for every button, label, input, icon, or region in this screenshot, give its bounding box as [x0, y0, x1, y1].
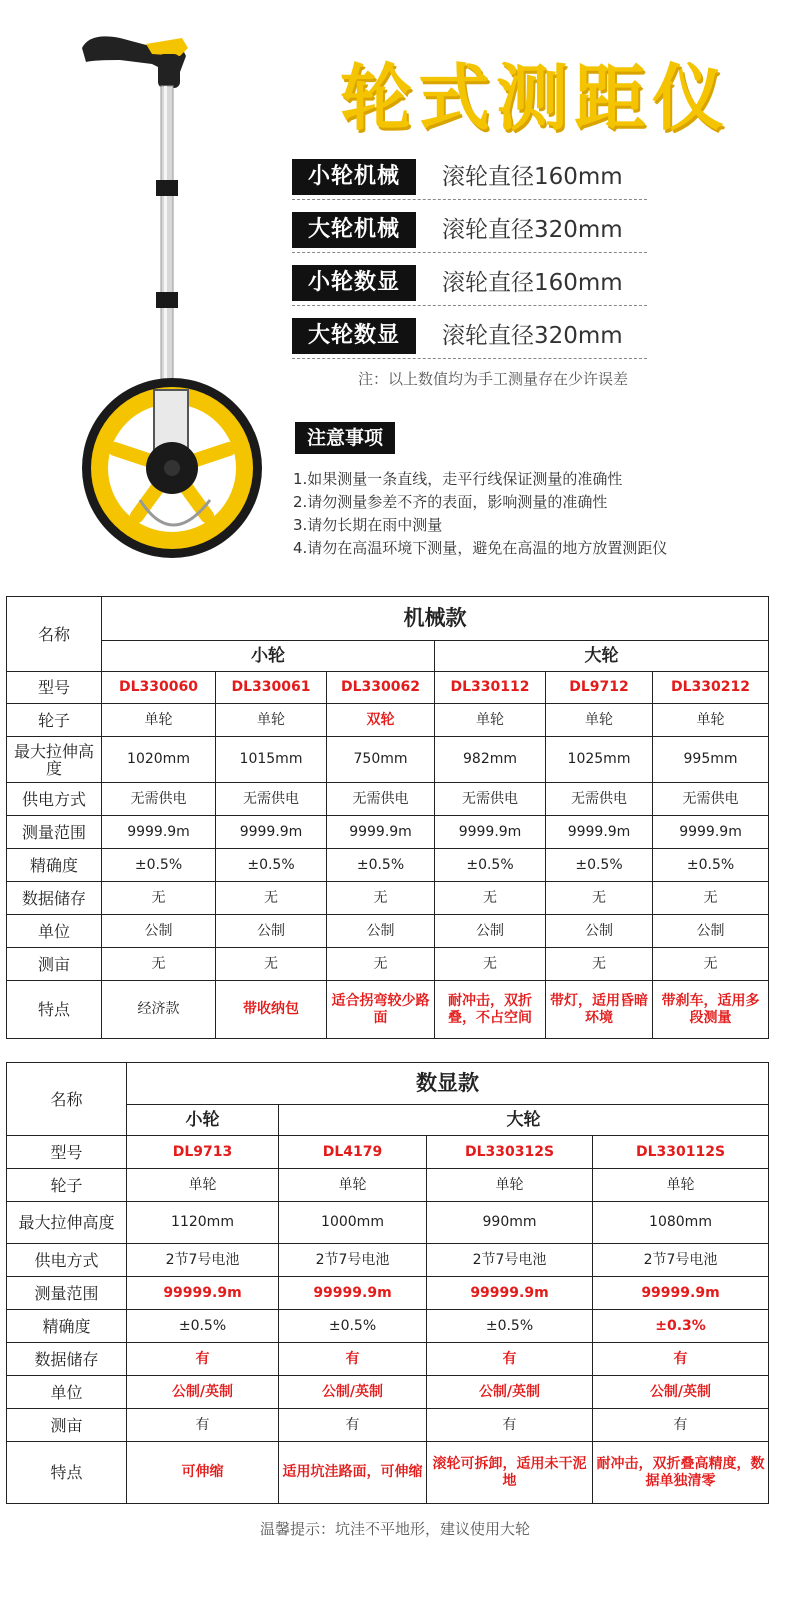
notice-item: 4.请勿在高温环境下测量，避免在高温的地方放置测距仪 — [293, 539, 668, 557]
spec-value: 滚轮直径160mm — [442, 270, 623, 296]
accuracy-cell: ±0.3% — [593, 1310, 769, 1343]
max-height-cell: 1025mm — [546, 737, 653, 783]
models-cell: DL4179 — [279, 1136, 427, 1169]
power-cell: 2节7号电池 — [127, 1244, 279, 1277]
storage-cell: 无 — [216, 882, 327, 915]
spec-row — [292, 209, 647, 253]
table-row — [7, 1169, 769, 1202]
table-row — [7, 1277, 769, 1310]
models-cell: DL330212 — [653, 672, 769, 704]
table-row — [7, 1376, 769, 1409]
table-row — [7, 1310, 769, 1343]
range-cell: 9999.9m — [102, 816, 216, 849]
models-cell: DL330112 — [435, 672, 546, 704]
spec-value: 滚轮直径320mm — [442, 217, 623, 243]
row-label: 测亩 — [7, 1409, 127, 1442]
measuring-wheel-illustration — [60, 20, 270, 580]
accuracy-cell: ±0.5% — [127, 1310, 279, 1343]
wheel-cell: 单轮 — [546, 704, 653, 737]
wheel-cell: 单轮 — [102, 704, 216, 737]
table-row — [7, 816, 769, 849]
table-row — [7, 1409, 769, 1442]
table-row — [7, 1136, 769, 1169]
spec-row — [292, 315, 647, 359]
row-label: 供电方式 — [7, 1244, 127, 1277]
storage-cell: 无 — [546, 882, 653, 915]
spec-tag: 小轮数显 — [292, 265, 416, 301]
spec-row — [292, 156, 647, 200]
notice-item: 2.请勿测量参差不齐的表面，影响测量的准确性 — [293, 493, 608, 511]
row-label: 特点 — [7, 981, 102, 1039]
mechanical-table-body — [7, 672, 769, 1039]
row-label: 单位 — [7, 915, 102, 948]
small-wheel-header: 小轮 — [127, 1105, 279, 1136]
max-height-cell: 1015mm — [216, 737, 327, 783]
wheel-cell: 双轮 — [327, 704, 435, 737]
notice-item: 1.如果测量一条直线，走平行线保证测量的准确性 — [293, 470, 623, 488]
features-cell: 经济款 — [102, 981, 216, 1039]
wheel-cell: 单轮 — [279, 1169, 427, 1202]
power-cell: 无需供电 — [216, 783, 327, 816]
unit-cell: 公制 — [102, 915, 216, 948]
storage-cell: 有 — [593, 1343, 769, 1376]
features-cell: 适合拐弯较少路面 — [327, 981, 435, 1039]
row-label: 测亩 — [7, 948, 102, 981]
storage-cell: 有 — [279, 1343, 427, 1376]
table-row — [7, 882, 769, 915]
models-cell: DL9713 — [127, 1136, 279, 1169]
notice-title: 注意事项 — [295, 422, 395, 454]
table-row — [7, 737, 769, 783]
unit-cell: 公制/英制 — [427, 1376, 593, 1409]
acre-cell: 有 — [427, 1409, 593, 1442]
digital-table-body — [7, 1136, 769, 1504]
range-cell: 9999.9m — [216, 816, 327, 849]
accuracy-cell: ±0.5% — [327, 849, 435, 882]
power-cell: 无需供电 — [327, 783, 435, 816]
row-label: 数据储存 — [7, 882, 102, 915]
features-cell: 带收纳包 — [216, 981, 327, 1039]
spec-value: 滚轮直径320mm — [442, 323, 623, 349]
mechanical-spec-table — [6, 596, 769, 1039]
spec-value: 滚轮直径160mm — [442, 164, 623, 190]
spec-tag: 小轮机械 — [292, 159, 416, 195]
range-cell: 99999.9m — [427, 1277, 593, 1310]
name-label: 名称 — [7, 597, 102, 672]
storage-cell: 有 — [127, 1343, 279, 1376]
table-row — [7, 849, 769, 882]
features-cell: 带刹车，适用多段测量 — [653, 981, 769, 1039]
max-height-cell: 995mm — [653, 737, 769, 783]
table-row — [7, 1343, 769, 1376]
models-cell: DL330312S — [427, 1136, 593, 1169]
range-cell: 9999.9m — [327, 816, 435, 849]
models-cell: DL330060 — [102, 672, 216, 704]
range-cell: 99999.9m — [593, 1277, 769, 1310]
power-cell: 无需供电 — [102, 783, 216, 816]
features-cell: 适用坑洼路面，可伸缩 — [279, 1442, 427, 1504]
large-wheel-header: 大轮 — [435, 641, 769, 672]
max-height-cell: 1080mm — [593, 1202, 769, 1244]
storage-cell: 有 — [427, 1343, 593, 1376]
features-cell: 滚轮可拆卸，适用未干泥地 — [427, 1442, 593, 1504]
storage-cell: 无 — [435, 882, 546, 915]
wheel-cell: 单轮 — [653, 704, 769, 737]
acre-cell: 无 — [653, 948, 769, 981]
power-cell: 无需供电 — [435, 783, 546, 816]
row-label: 单位 — [7, 1376, 127, 1409]
unit-cell: 公制 — [327, 915, 435, 948]
acre-cell: 无 — [327, 948, 435, 981]
max-height-cell: 750mm — [327, 737, 435, 783]
power-cell: 无需供电 — [546, 783, 653, 816]
table-row — [7, 1442, 769, 1504]
unit-cell: 公制 — [653, 915, 769, 948]
power-cell: 无需供电 — [653, 783, 769, 816]
accuracy-cell: ±0.5% — [427, 1310, 593, 1343]
spec-tag: 大轮数显 — [292, 318, 416, 354]
row-label: 型号 — [7, 1136, 127, 1169]
wheel-cell: 单轮 — [435, 704, 546, 737]
large-wheel-header: 大轮 — [279, 1105, 769, 1136]
models-cell: DL9712 — [546, 672, 653, 704]
accuracy-cell: ±0.5% — [279, 1310, 427, 1343]
acre-cell: 有 — [127, 1409, 279, 1442]
range-cell: 99999.9m — [279, 1277, 427, 1310]
row-label: 精确度 — [7, 849, 102, 882]
models-cell: DL330061 — [216, 672, 327, 704]
max-height-cell: 982mm — [435, 737, 546, 783]
hero-section — [0, 0, 790, 590]
notice-item: 3.请勿长期在雨中测量 — [293, 516, 443, 534]
models-cell: DL330062 — [327, 672, 435, 704]
unit-cell: 公制 — [435, 915, 546, 948]
acre-cell: 无 — [102, 948, 216, 981]
category-header: 数显款 — [127, 1063, 769, 1105]
range-cell: 9999.9m — [653, 816, 769, 849]
power-cell: 2节7号电池 — [427, 1244, 593, 1277]
max-height-cell: 1000mm — [279, 1202, 427, 1244]
row-label: 型号 — [7, 672, 102, 704]
accuracy-cell: ±0.5% — [216, 849, 327, 882]
table-row — [7, 1244, 769, 1277]
range-cell: 9999.9m — [435, 816, 546, 849]
row-label: 特点 — [7, 1442, 127, 1504]
range-cell: 99999.9m — [127, 1277, 279, 1310]
features-cell: 带灯，适用昏暗环境 — [546, 981, 653, 1039]
name-label: 名称 — [7, 1063, 127, 1136]
digital-spec-table — [6, 1062, 769, 1504]
table-row — [7, 672, 769, 704]
features-cell: 可伸缩 — [127, 1442, 279, 1504]
row-label: 最大拉伸高度 — [7, 1202, 127, 1244]
footer-tip: 温馨提示：坑洼不平地形，建议使用大轮 — [259, 1520, 530, 1538]
storage-cell: 无 — [327, 882, 435, 915]
spec-row — [292, 262, 647, 306]
features-cell: 耐冲击，双折叠高精度，数据单独清零 — [593, 1442, 769, 1504]
row-label: 轮子 — [7, 1169, 127, 1202]
table-row — [7, 704, 769, 737]
row-label: 轮子 — [7, 704, 102, 737]
features-cell: 耐冲击，双折叠，不占空间 — [435, 981, 546, 1039]
small-wheel-header: 小轮 — [102, 641, 435, 672]
row-label: 测量范围 — [7, 816, 102, 849]
accuracy-cell: ±0.5% — [102, 849, 216, 882]
power-cell: 2节7号电池 — [279, 1244, 427, 1277]
storage-cell: 无 — [653, 882, 769, 915]
models-cell: DL330112S — [593, 1136, 769, 1169]
spec-note: 注：以上数值均为手工测量存在少许误差 — [357, 370, 628, 388]
accuracy-cell: ±0.5% — [546, 849, 653, 882]
category-header: 机械款 — [102, 597, 769, 641]
table-row — [7, 915, 769, 948]
page-title: 轮式测距仪 — [339, 56, 730, 140]
wheel-cell: 单轮 — [216, 704, 327, 737]
row-label: 供电方式 — [7, 783, 102, 816]
row-label: 最大拉伸高度 — [7, 737, 102, 783]
acre-cell: 无 — [435, 948, 546, 981]
acre-cell: 有 — [279, 1409, 427, 1442]
row-label: 测量范围 — [7, 1277, 127, 1310]
table-row — [7, 783, 769, 816]
wheel-cell: 单轮 — [127, 1169, 279, 1202]
unit-cell: 公制/英制 — [593, 1376, 769, 1409]
row-label: 数据储存 — [7, 1343, 127, 1376]
table-row — [7, 1202, 769, 1244]
table-row — [7, 948, 769, 981]
accuracy-cell: ±0.5% — [435, 849, 546, 882]
table-row — [7, 981, 769, 1039]
unit-cell: 公制/英制 — [279, 1376, 427, 1409]
accuracy-cell: ±0.5% — [653, 849, 769, 882]
wheel-cell: 单轮 — [427, 1169, 593, 1202]
acre-cell: 无 — [216, 948, 327, 981]
unit-cell: 公制 — [216, 915, 327, 948]
storage-cell: 无 — [102, 882, 216, 915]
spec-tag: 大轮机械 — [292, 212, 416, 248]
power-cell: 2节7号电池 — [593, 1244, 769, 1277]
unit-cell: 公制 — [546, 915, 653, 948]
acre-cell: 有 — [593, 1409, 769, 1442]
acre-cell: 无 — [546, 948, 653, 981]
max-height-cell: 1120mm — [127, 1202, 279, 1244]
max-height-cell: 990mm — [427, 1202, 593, 1244]
unit-cell: 公制/英制 — [127, 1376, 279, 1409]
max-height-cell: 1020mm — [102, 737, 216, 783]
range-cell: 9999.9m — [546, 816, 653, 849]
wheel-cell: 单轮 — [593, 1169, 769, 1202]
row-label: 精确度 — [7, 1310, 127, 1343]
